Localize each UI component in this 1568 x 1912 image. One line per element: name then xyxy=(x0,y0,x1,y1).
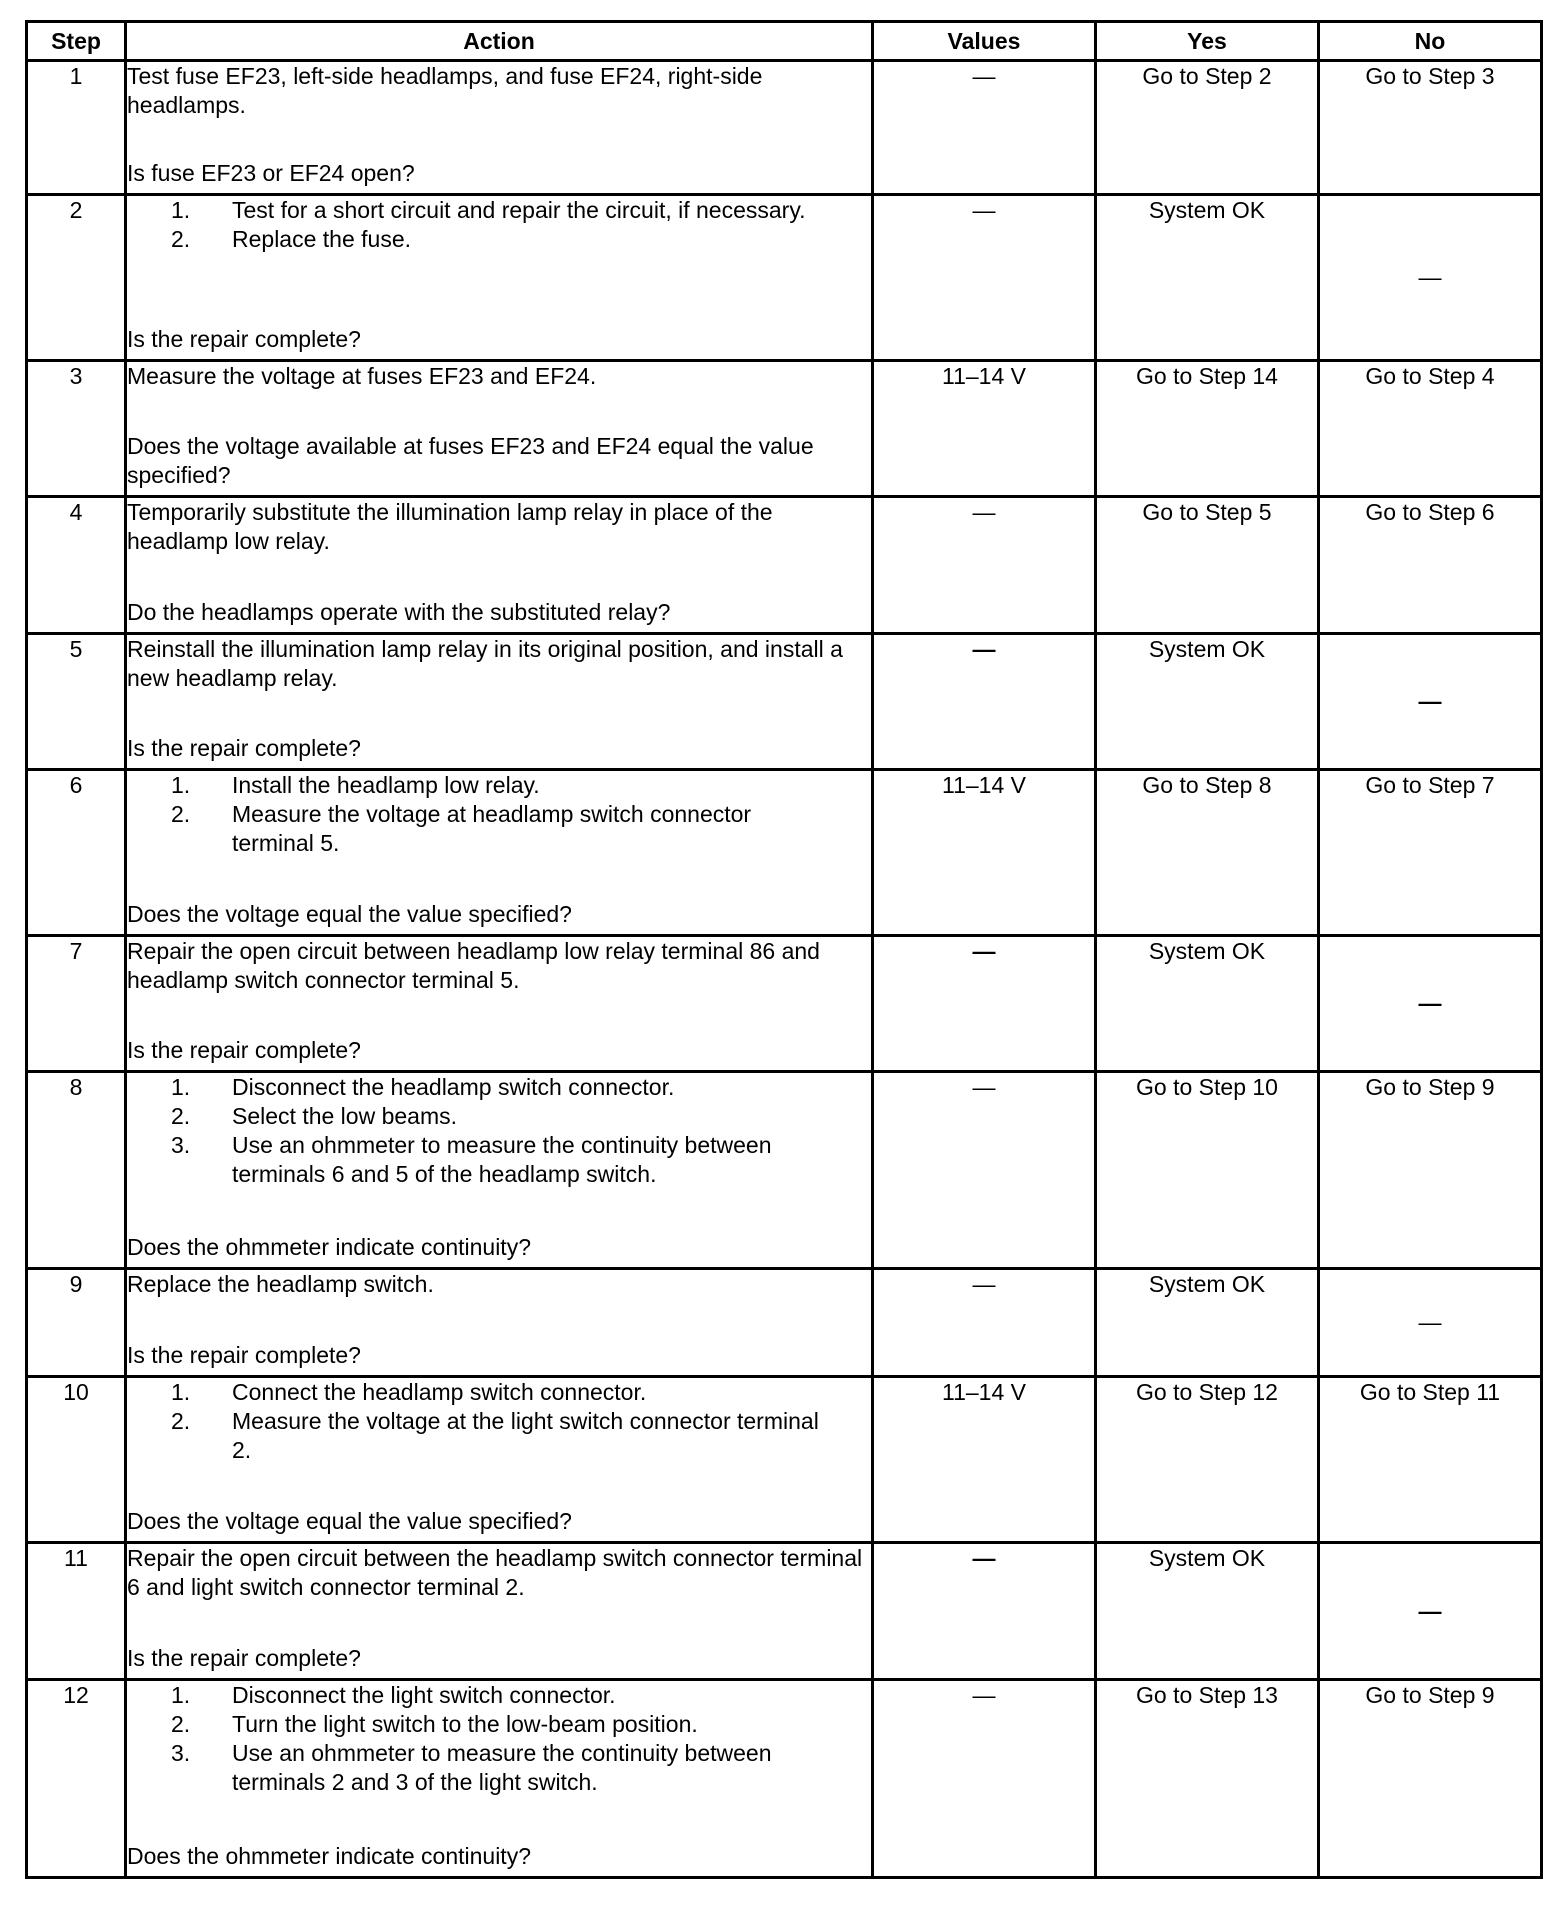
substep-item xyxy=(127,1710,871,1739)
table-row xyxy=(27,770,1542,936)
yes-result: System OK xyxy=(1096,1543,1319,1680)
value-cell: 11–14 V xyxy=(873,361,1096,497)
step-number: 9 xyxy=(27,1269,126,1377)
substep-text: Measure the voltage at headlamp switch connector terminal 5. xyxy=(232,801,752,856)
action-instruction: Replace the headlamp switch. xyxy=(127,1271,434,1297)
action-cell xyxy=(126,634,873,770)
substep-text: Replace the fuse. xyxy=(232,226,412,252)
yes-result: Go to Step 5 xyxy=(1096,497,1319,634)
value-cell: — xyxy=(873,1543,1096,1680)
no-result: — xyxy=(1319,195,1542,361)
substep-text: Measure the voltage at the light switch connector terminal 2. xyxy=(232,1408,819,1463)
step-number: 10 xyxy=(27,1377,126,1543)
action-question: Is fuse EF23 or EF24 open? xyxy=(127,160,415,186)
value-cell: — xyxy=(873,195,1096,361)
action-cell xyxy=(126,770,873,936)
no-result: Go to Step 9 xyxy=(1319,1072,1542,1269)
value-cell: — xyxy=(873,936,1096,1072)
action-substeps xyxy=(127,771,871,858)
substep-number: 2. xyxy=(171,801,191,827)
header-no: No xyxy=(1319,22,1542,61)
value-cell: — xyxy=(873,634,1096,770)
action-question: Does the ohmmeter indicate continuity? xyxy=(127,1843,531,1869)
substep-text: Install the headlamp low relay. xyxy=(232,772,540,798)
value-cell: — xyxy=(873,1072,1096,1269)
header-yes: Yes xyxy=(1096,22,1319,61)
table-row xyxy=(27,361,1542,497)
substep-item xyxy=(127,771,871,800)
action-instruction: Test fuse EF23, left-side headlamps, and fuse EF24, right-side headlamps. xyxy=(127,63,763,118)
action-cell xyxy=(126,361,873,497)
substep-number: 2. xyxy=(171,1711,191,1737)
table-row xyxy=(27,1377,1542,1543)
no-result: — xyxy=(1319,936,1542,1072)
substep-item xyxy=(127,1131,871,1189)
substep-number: 2. xyxy=(171,226,191,252)
table-row xyxy=(27,936,1542,1072)
substep-text: Test for a short circuit and repair the circuit, if necessary. xyxy=(232,197,806,223)
table-row xyxy=(27,497,1542,634)
action-instruction: Temporarily substitute the illumination lamp relay in place of the headlamp low relay. xyxy=(127,499,773,554)
no-result: Go to Step 6 xyxy=(1319,497,1542,634)
action-question: Does the ohmmeter indicate continuity? xyxy=(127,1234,531,1260)
value-cell: — xyxy=(873,1269,1096,1377)
no-result: Go to Step 7 xyxy=(1319,770,1542,936)
substep-text: Disconnect the light switch connector. xyxy=(232,1682,616,1708)
yes-result: Go to Step 10 xyxy=(1096,1072,1319,1269)
action-cell xyxy=(126,936,873,1072)
no-result: — xyxy=(1319,634,1542,770)
action-instruction: Repair the open circuit between headlamp low relay terminal 86 and headlamp switch connector terminal 5. xyxy=(127,938,820,993)
table-row xyxy=(27,61,1542,195)
action-substeps xyxy=(127,1681,871,1797)
value-cell: 11–14 V xyxy=(873,1377,1096,1543)
no-result: Go to Step 9 xyxy=(1319,1680,1542,1878)
action-question: Does the voltage equal the value specified? xyxy=(127,1508,572,1534)
yes-result: System OK xyxy=(1096,1269,1319,1377)
no-result: — xyxy=(1319,1543,1542,1680)
no-result: Go to Step 4 xyxy=(1319,361,1542,497)
substep-item xyxy=(127,1681,871,1710)
substep-number: 2. xyxy=(171,1408,191,1434)
header-step: Step xyxy=(27,22,126,61)
action-substeps xyxy=(127,1378,871,1465)
action-question: Is the repair complete? xyxy=(127,735,361,761)
substep-item xyxy=(127,1739,871,1797)
substep-text: Turn the light switch to the low-beam position. xyxy=(232,1711,698,1737)
action-cell xyxy=(126,497,873,634)
substep-item xyxy=(127,225,871,254)
substep-number: 1. xyxy=(171,772,191,798)
yes-result: Go to Step 13 xyxy=(1096,1680,1319,1878)
table-row xyxy=(27,195,1542,361)
value-cell: — xyxy=(873,1680,1096,1878)
table-row xyxy=(27,1543,1542,1680)
table-row xyxy=(27,1680,1542,1878)
action-question: Is the repair complete? xyxy=(127,1037,361,1063)
diagnostic-table xyxy=(25,20,1543,1879)
action-substeps xyxy=(127,196,871,254)
step-number: 8 xyxy=(27,1072,126,1269)
action-question: Does the voltage available at fuses EF23 and EF24 equal the value specified? xyxy=(127,433,814,488)
action-cell xyxy=(126,1377,873,1543)
action-cell xyxy=(126,195,873,361)
step-number: 11 xyxy=(27,1543,126,1680)
action-instruction: Repair the open circuit between the headlamp switch connector terminal 6 and light switch connector terminal 2. xyxy=(127,1545,863,1600)
substep-item xyxy=(127,1378,871,1407)
substep-text: Select the low beams. xyxy=(232,1103,458,1129)
substep-number: 1. xyxy=(171,197,191,223)
step-number: 5 xyxy=(27,634,126,770)
action-question: Does the voltage equal the value specified? xyxy=(127,901,572,927)
substep-text: Use an ohmmeter to measure the continuity between terminals 2 and 3 of the light switch. xyxy=(232,1740,772,1795)
table-row xyxy=(27,1269,1542,1377)
action-instruction: Measure the voltage at fuses EF23 and EF24. xyxy=(127,363,597,389)
action-cell xyxy=(126,1543,873,1680)
substep-item xyxy=(127,800,871,858)
substep-item xyxy=(127,1102,871,1131)
header-row xyxy=(27,22,1542,61)
header-values: Values xyxy=(873,22,1096,61)
action-cell xyxy=(126,61,873,195)
yes-result: Go to Step 12 xyxy=(1096,1377,1319,1543)
yes-result: System OK xyxy=(1096,195,1319,361)
substep-number: 2. xyxy=(171,1103,191,1129)
step-number: 2 xyxy=(27,195,126,361)
substep-item xyxy=(127,1407,871,1465)
yes-result: Go to Step 8 xyxy=(1096,770,1319,936)
substep-number: 3. xyxy=(171,1132,191,1158)
action-question: Is the repair complete? xyxy=(127,326,361,352)
step-number: 6 xyxy=(27,770,126,936)
step-number: 12 xyxy=(27,1680,126,1878)
value-cell: 11–14 V xyxy=(873,770,1096,936)
value-cell: — xyxy=(873,61,1096,195)
substep-text: Use an ohmmeter to measure the continuity between terminals 6 and 5 of the headlamp switch. xyxy=(232,1132,772,1187)
action-cell xyxy=(126,1680,873,1878)
header-action: Action xyxy=(126,22,873,61)
action-question: Is the repair complete? xyxy=(127,1645,361,1671)
yes-result: Go to Step 14 xyxy=(1096,361,1319,497)
yes-result: System OK xyxy=(1096,936,1319,1072)
step-number: 4 xyxy=(27,497,126,634)
substep-number: 3. xyxy=(171,1740,191,1766)
substep-number: 1. xyxy=(171,1074,191,1100)
action-substeps xyxy=(127,1073,871,1189)
value-cell: — xyxy=(873,497,1096,634)
substep-item xyxy=(127,1073,871,1102)
no-result: — xyxy=(1319,1269,1542,1377)
table-row xyxy=(27,1072,1542,1269)
yes-result: System OK xyxy=(1096,634,1319,770)
substep-number: 1. xyxy=(171,1379,191,1405)
step-number: 1 xyxy=(27,61,126,195)
action-question: Do the headlamps operate with the substituted relay? xyxy=(127,599,671,625)
table-row xyxy=(27,634,1542,770)
action-cell xyxy=(126,1269,873,1377)
substep-text: Disconnect the headlamp switch connector. xyxy=(232,1074,675,1100)
step-number: 7 xyxy=(27,936,126,1072)
action-cell xyxy=(126,1072,873,1269)
substep-text: Connect the headlamp switch connector. xyxy=(232,1379,647,1405)
yes-result: Go to Step 2 xyxy=(1096,61,1319,195)
diagnostic-page xyxy=(25,20,1540,1879)
substep-number: 1. xyxy=(171,1682,191,1708)
no-result: Go to Step 11 xyxy=(1319,1377,1542,1543)
substep-item xyxy=(127,196,871,225)
table-body xyxy=(27,61,1542,1878)
action-question: Is the repair complete? xyxy=(127,1342,361,1368)
action-instruction: Reinstall the illumination lamp relay in its original position, and install a new headlamp relay. xyxy=(127,636,843,691)
no-result: Go to Step 3 xyxy=(1319,61,1542,195)
step-number: 3 xyxy=(27,361,126,497)
